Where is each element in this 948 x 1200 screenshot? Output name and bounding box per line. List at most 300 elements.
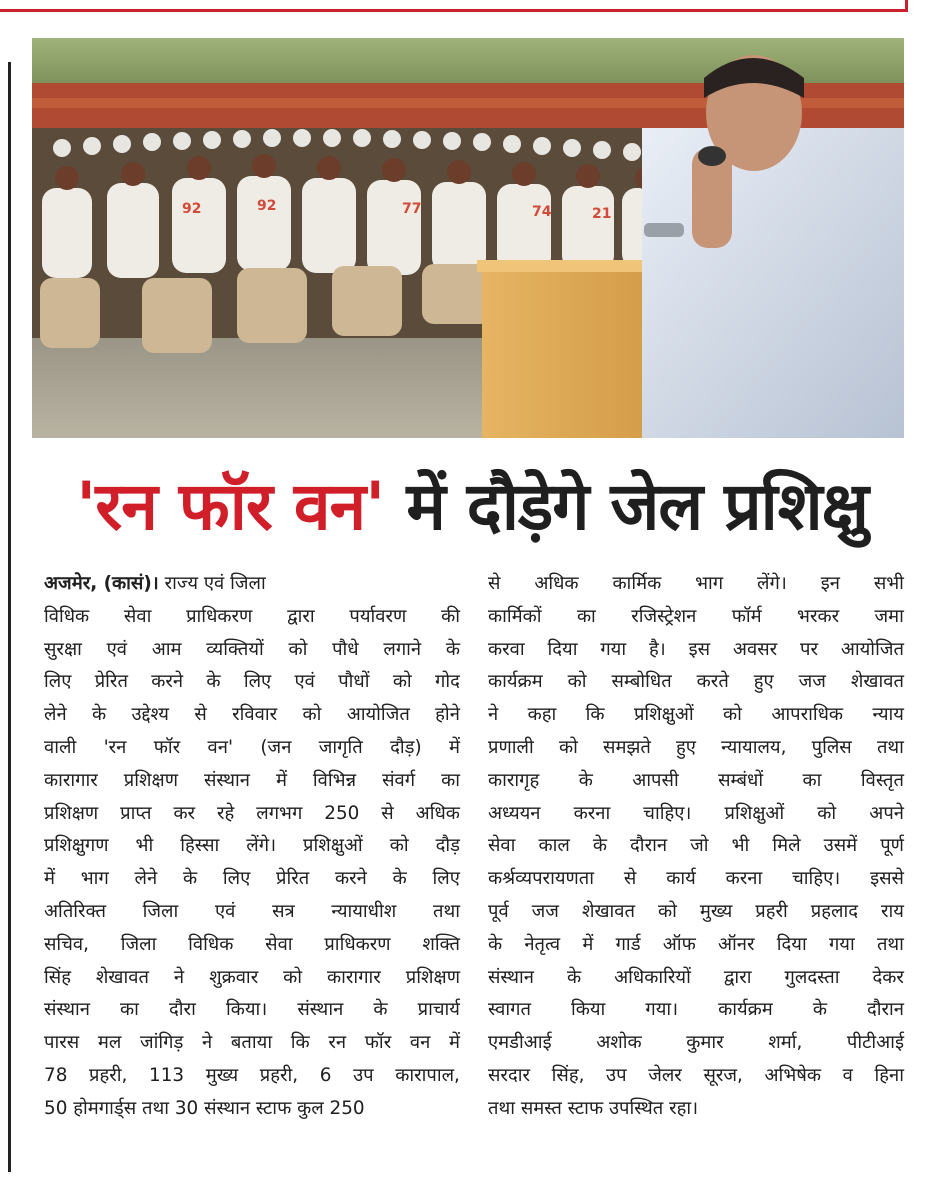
article-word: सभी (873, 573, 904, 594)
article-word: शक्ति (422, 933, 460, 955)
article-word: आयोजित (840, 638, 904, 660)
article-word: पौधों (338, 671, 370, 693)
article-word: प्रहरी, (89, 1064, 128, 1086)
article-word: रन (328, 1032, 347, 1054)
article-word: हिना (874, 1064, 904, 1086)
article-word: फॉर्म (731, 605, 762, 627)
article-word: ने (488, 704, 499, 726)
article-line (44, 798, 460, 831)
article-line-text (44, 765, 460, 798)
article-word: 'रन (103, 736, 127, 758)
article-word: दौरा (169, 999, 196, 1021)
article-word: सूरज, (703, 1064, 743, 1086)
article-word: कुमार (686, 1032, 724, 1054)
article-line (44, 666, 460, 699)
article-word: संस्थान (488, 966, 534, 988)
article-line-text (488, 601, 904, 634)
article-line (44, 699, 460, 732)
article-word: प्रशिक्षुओं (633, 704, 694, 726)
article-word: न्यायाधीश (331, 900, 397, 922)
article-word: काल (538, 835, 570, 857)
article-word: जिला (120, 933, 157, 955)
article-word: कार्य (666, 868, 696, 890)
article-word: प्रशिक्षुगण (44, 835, 109, 857)
article-line (488, 1060, 904, 1093)
article-word: वन (409, 1032, 431, 1054)
article-word: अशोक (596, 1032, 642, 1054)
article-word: प्रशिक्षुओं (724, 802, 785, 824)
article-word: के (488, 933, 503, 955)
article-word: पीटीआई (846, 1032, 904, 1054)
article-word: शेखावत (581, 900, 635, 922)
news-photo (32, 38, 904, 438)
article-word: को (389, 835, 409, 857)
article-word: सम्बंधों (718, 769, 764, 791)
article-column-1 (44, 568, 460, 1168)
article-word: मिले (772, 835, 801, 857)
article-word: हुए (753, 671, 774, 693)
article-word: में (449, 736, 460, 758)
article-word: इस (688, 638, 711, 660)
article-line (488, 830, 904, 863)
article-line (44, 1027, 460, 1060)
article-word: मल (97, 1032, 122, 1054)
article-line (488, 863, 904, 896)
article-word: प्रशिक्षण (44, 802, 99, 824)
article-word: का (441, 769, 460, 791)
article-line-text (44, 994, 460, 1027)
article-word: जेलर (648, 1064, 682, 1086)
article-word: शेखावत (850, 671, 904, 693)
article-line (488, 1027, 904, 1060)
article-word: ऑनर (717, 933, 755, 955)
article-body (44, 568, 904, 1168)
article-word: शुक्रवार (209, 966, 259, 988)
article-line-text (44, 798, 460, 831)
article-word: दौरान (866, 999, 904, 1021)
article-word: उप (606, 1064, 627, 1086)
article-word: कि (290, 1032, 310, 1054)
article-word: है। (648, 638, 666, 660)
article-word: करवा (488, 638, 525, 660)
article-word: सरदार (488, 1064, 531, 1086)
article-line (488, 798, 904, 831)
article-word: के (578, 769, 593, 791)
article-line-text (44, 896, 460, 929)
article-word: जो (690, 835, 709, 857)
article-word: में (582, 933, 594, 955)
article-word: लिए (432, 868, 460, 890)
article-word: तथा (876, 736, 904, 758)
article-word: कर (173, 802, 196, 824)
article-line-text (44, 666, 460, 699)
article-word: ऑफ (662, 933, 696, 955)
article-word: गोद (435, 671, 460, 693)
article-word: एवं (106, 638, 128, 660)
article-word: 250 (324, 802, 360, 824)
article-word: को (302, 704, 322, 726)
article-word: इन (820, 573, 840, 594)
article-line-text (488, 962, 904, 995)
article-word: में (449, 1032, 460, 1054)
article-line (44, 601, 460, 634)
article-word: सुरक्षा (44, 638, 82, 660)
article-word: लेंगे। (757, 573, 787, 594)
article-line-text (488, 994, 904, 1027)
article-word: को (283, 966, 303, 988)
article-word: लिए (222, 868, 251, 890)
article-word: आपसी (632, 769, 679, 791)
article-word: संस्थान (297, 999, 344, 1021)
article-word: आयोजित (346, 704, 410, 726)
article-word: कारापाल, (395, 1064, 460, 1086)
article-word: शर्मा, (768, 1032, 803, 1054)
article-word: को (723, 704, 742, 726)
article-word: अपने (869, 802, 904, 824)
article-line (44, 863, 460, 896)
article-line (488, 929, 904, 962)
article-word: पुलिस (811, 736, 852, 758)
article-word: चाहिए। (792, 868, 841, 890)
article-line (488, 765, 904, 798)
article-line (44, 896, 460, 929)
article-word: जिला (142, 900, 179, 922)
article-word: को (288, 638, 308, 660)
headline-rest: में दौड़ेगे जेल प्रशिक्षु (384, 468, 868, 545)
article-word: अधिकारियों (614, 966, 691, 988)
article-line-text (44, 962, 460, 995)
article-word: जागृति (318, 736, 363, 758)
article-word: संस्थान (204, 769, 250, 791)
article-headline (32, 450, 912, 558)
article-word: गया। (645, 999, 679, 1021)
article-line (44, 830, 460, 863)
article-word: से (381, 802, 394, 824)
article-word: में (275, 769, 287, 791)
article-word: प्राचार्य (417, 999, 460, 1021)
article-word: सिंह (44, 966, 71, 988)
article-word: प्रशिक्षण (123, 769, 179, 791)
article-word: विधिक (44, 605, 90, 627)
article-word: पूर्ण (880, 835, 904, 857)
article-word: के (566, 966, 582, 988)
article-word: रजिस्ट्रेशन (631, 605, 697, 627)
article-word: की (441, 605, 460, 627)
article-word: एवं (294, 671, 315, 693)
article-word: कर्श्रव्यपरायणता (488, 868, 595, 890)
article-word: न्याय (872, 704, 904, 726)
article-word: जमा (874, 605, 904, 627)
article-word: पारस (44, 1032, 80, 1054)
article-word: दिया (547, 638, 578, 660)
article-word: भी (135, 835, 154, 857)
article-word: कार्मिकों (488, 605, 542, 627)
article-word: भाग (695, 573, 724, 594)
article-line (44, 732, 460, 765)
article-line-text (44, 1060, 460, 1093)
article-line-text (488, 1060, 904, 1093)
article-word: बताया (230, 1032, 273, 1054)
article-line-text (44, 699, 460, 732)
article-word: भरकर (797, 605, 840, 627)
article-word: आपराधिक (771, 704, 844, 726)
article-word: नेतृत्व (524, 933, 561, 955)
article-word: के (445, 638, 460, 660)
article-word: लिए (243, 671, 272, 693)
article-word: को (392, 671, 412, 693)
svg-text:92: 92 (182, 201, 202, 217)
article-word: से (488, 573, 501, 594)
article-word: हुए (676, 736, 696, 758)
article-line (488, 666, 904, 699)
headline-highlight: 'रन फॉर वन' (76, 468, 385, 545)
article-word: भाग (80, 868, 109, 890)
article-line (488, 732, 904, 765)
article-word: एवं (214, 900, 236, 922)
red-frame-rule (0, 0, 908, 12)
article-line-text: 50 होमगार्ड्स तथा 30 संस्थान स्टाफ कुल 250 (44, 1097, 365, 1119)
article-word: पर (800, 638, 818, 660)
article-line (44, 634, 460, 667)
article-line (488, 699, 904, 732)
article-word: प्रशिक्षुओं (303, 835, 363, 857)
article-word: किया। (225, 999, 268, 1021)
article-word: से (623, 868, 637, 890)
article-word: ने (202, 1032, 213, 1054)
article-word: के (373, 999, 388, 1021)
column-rule (8, 62, 11, 1172)
article-word: रहे (217, 802, 235, 824)
article-word: मुख्य (205, 1064, 239, 1086)
article-word: तथा (876, 933, 904, 955)
article-line-text (488, 699, 904, 732)
article-word: के (206, 671, 221, 693)
article-word: सम्बोधित (611, 671, 672, 693)
article-word: लिए (44, 671, 72, 693)
article-line (488, 1093, 904, 1126)
article-word: 113 (149, 1064, 185, 1086)
article-line-text (44, 1027, 460, 1060)
article-word: को (657, 900, 677, 922)
article-word: होने (435, 704, 460, 726)
article-word: अवसर (732, 638, 778, 660)
article-word: व (842, 1064, 853, 1086)
article-line (44, 568, 460, 601)
article-line (44, 1060, 460, 1093)
article-line-text (488, 1027, 904, 1060)
article-line-text (488, 798, 904, 831)
article-line-text (44, 929, 460, 962)
article-word: संवर्ग (382, 769, 416, 791)
article-word: संस्थान (44, 999, 90, 1021)
article-word: के (592, 835, 607, 857)
article-word: गार्ड (615, 933, 641, 955)
article-word: प्रहरी (755, 900, 788, 922)
article-word: लगभग (256, 802, 303, 824)
article-word: अधिक (534, 573, 579, 594)
article-word: आम (151, 638, 182, 660)
article-line (488, 634, 904, 667)
article-word: वाली (44, 736, 77, 758)
article-word: समझते (603, 736, 651, 758)
article-word: सेवा (488, 835, 516, 857)
article-word: करने (151, 671, 184, 693)
article-line (44, 962, 460, 995)
article-word: सेवा (265, 933, 293, 955)
svg-text:92: 92 (257, 198, 277, 214)
article-line (44, 1093, 460, 1126)
article-word: जज (531, 900, 559, 922)
article-word: उद्देश्य (131, 704, 169, 726)
article-word: विभिन्न (312, 769, 357, 791)
article-word: प्रेरित (94, 671, 128, 693)
article-word: लेंगे। (246, 835, 277, 857)
article-line (488, 896, 904, 929)
article-word: हिस्सा (180, 835, 220, 857)
article-word: द्वारा (287, 605, 315, 627)
article-word: देकर (872, 966, 904, 988)
article-line (488, 568, 904, 601)
article-word: दौड़) (390, 736, 422, 758)
article-word: का (802, 769, 822, 791)
article-line (488, 962, 904, 995)
article-line (44, 994, 460, 1027)
article-column-2 (488, 568, 904, 1168)
article-word: लेने (44, 704, 67, 726)
article-word: लगाने (383, 638, 422, 660)
article-word: प्रेरित (276, 868, 310, 890)
article-word: सिंह, (551, 1064, 585, 1086)
article-word: लेने (134, 868, 158, 890)
article-word: पौधे (332, 638, 359, 660)
article-word: तथा (432, 900, 460, 922)
article-line-text (488, 896, 904, 929)
article-word: 6 (319, 1064, 332, 1086)
page-top-frame (0, 0, 948, 18)
article-word: दिया (776, 933, 807, 955)
article-word: राय (880, 900, 904, 922)
article-line-text: तथा समस्त स्टाफ उपस्थित रहा। (488, 1097, 699, 1119)
article-word: मुख्य (699, 900, 733, 922)
trainees-audience-photo (32, 38, 904, 438)
article-word: कार्यक्रम (488, 671, 543, 693)
article-line-text (44, 863, 460, 896)
article-word: प्रहरी, (259, 1064, 299, 1086)
article-word: रविवार (232, 704, 278, 726)
article-word: सत्र (272, 900, 295, 922)
article-line-text (488, 765, 904, 798)
article-line-text (488, 863, 904, 896)
article-word: अभिषेक (764, 1064, 821, 1086)
article-line (488, 601, 904, 634)
article-line-text (488, 568, 904, 601)
article-word: से (194, 704, 207, 726)
article-word: कार्यक्रम (718, 999, 773, 1021)
article-word: कि (585, 704, 605, 726)
article-word: उप (353, 1064, 374, 1086)
article-word: ने (173, 966, 185, 988)
article-word: चाहिए। (643, 802, 692, 824)
article-line-text (44, 601, 460, 634)
article-line-text (44, 634, 460, 667)
svg-text:74: 74 (532, 204, 552, 220)
article-line-text: राज्य एवं जिला (158, 573, 266, 594)
article-word: फॉर (364, 1032, 392, 1054)
article-word: प्रणाली (488, 736, 534, 758)
article-line-text (44, 830, 460, 863)
article-word: कहा (527, 704, 557, 726)
article-word: के (392, 868, 407, 890)
article-word: करने (335, 868, 367, 890)
article-word: को (558, 736, 578, 758)
article-word: विस्तृत (860, 769, 904, 791)
article-word: का (576, 605, 596, 627)
article-word: गुलदस्ता (784, 966, 840, 988)
article-word: विधिक (188, 933, 234, 955)
article-word: पूर्व (488, 900, 509, 922)
article-word: द्वारा (723, 966, 752, 988)
article-word: अधिक (415, 802, 460, 824)
article-word: गया (600, 638, 627, 660)
article-word: प्राधिकरण (186, 605, 253, 627)
article-word: स्वागत (488, 999, 531, 1021)
article-word: शेखावत (95, 966, 149, 988)
article-word: भी (731, 835, 750, 857)
article-word: सेवा (123, 605, 152, 627)
article-line-text (488, 732, 904, 765)
svg-text:21: 21 (592, 206, 612, 222)
article-word: के (92, 704, 107, 726)
article-word: (जन (260, 736, 292, 758)
article-word: प्रशिक्षण (405, 966, 460, 988)
article-word: दौड़ (435, 835, 460, 857)
article-line (44, 765, 460, 798)
article-word: कार्मिक (612, 573, 662, 594)
article-line-text (488, 634, 904, 667)
article-word: अतिरिक्त (44, 900, 106, 922)
article-word: सचिव, (44, 933, 89, 955)
article-word: का (120, 999, 139, 1021)
article-word: कारागार (44, 769, 98, 791)
article-line-text (44, 732, 460, 765)
article-line-text (488, 929, 904, 962)
article-word: के (812, 999, 827, 1021)
article-word: कारागृह (488, 769, 540, 791)
article-word: पर्यावरण (349, 605, 407, 627)
article-word: के (182, 868, 198, 890)
article-word: करते (696, 671, 729, 693)
article-word: प्रहलाद (810, 900, 858, 922)
article-word: उसमें (823, 835, 858, 857)
article-line (488, 994, 904, 1027)
article-word: प्राधिकरण (324, 933, 391, 955)
article-word: प्राप्त (120, 802, 152, 824)
article-word: फॉर (153, 736, 181, 758)
article-word: गया (828, 933, 855, 955)
article-word: वन' (207, 736, 234, 758)
article-word: करना (573, 802, 611, 824)
article-word: दौरान (630, 835, 668, 857)
article-word: 78 (44, 1064, 68, 1086)
article-word: करना (725, 868, 763, 890)
dateline: अजमेर, (कासं)। (44, 573, 159, 594)
article-word: कारागार (327, 966, 381, 988)
article-word: व्यक्तियों (206, 638, 264, 660)
article-word: जज (798, 671, 826, 693)
article-word: जांगिड़ (139, 1032, 184, 1054)
article-word: किया (571, 999, 606, 1021)
article-word: एमडीआई (488, 1032, 552, 1054)
